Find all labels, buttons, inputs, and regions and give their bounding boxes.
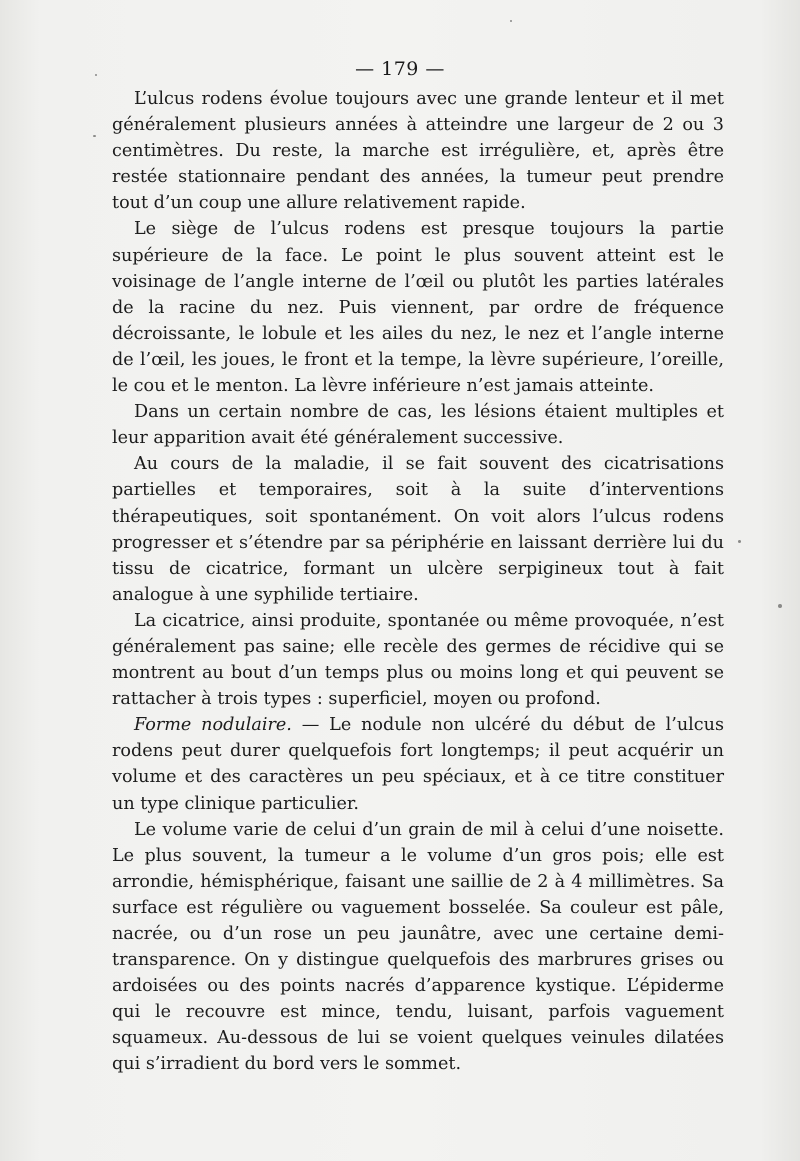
scan-speck [95, 74, 97, 76]
scan-speck [738, 540, 741, 543]
paragraph-text: La cicatrice, ainsi produite, spontanée ou même provoquée, n’est généralement pas saine; elle recèle des germes de récidive qui se montrent au bout d’un temps plus ou moins long et qui peuvent se rattacher à trois types : superficiel, moyen ou profond. [112, 610, 724, 710]
paragraph-text: Au cours de la maladie, il se fait souvent des cicatrisations partielles et temporaires, soit à la suite d’interventions thérapeutiques, soit spontanément. On voit alors l’ulcus rodens progresser et s’étendre par sa périphérie en laissant derrière lui du tissu de cicatrice, formant un ulcère serpigineux tout à fait analogue à une syphilide tertiaire. [112, 454, 724, 605]
paragraph-text: Le siège de l’ulcus rodens est presque toujours la partie supérieure de la face. Le point le plus souvent atteint est le voisinage de l’angle interne de l’œil ou plutôt les parties latérales de la racine du nez. Puis viennent, par ordre de fréquence décroissante, le lobule et les ailes du nez, le nez et l’angle interne de l’œil, les joues, le front et la tempe, la lèvre supérieure, l’oreille, le cou et le menton. La lèvre inférieure n’est jamais atteinte. [112, 219, 724, 397]
page-number: — 179 — [355, 58, 445, 80]
paragraph-7 [112, 817, 724, 1078]
scan-speck [510, 20, 512, 22]
paragraph-3 [112, 399, 724, 451]
scan-speck [778, 604, 782, 608]
paragraph-text: Le volume varie de celui d’un grain de mil à celui d’une noisette. Le plus souvent, la tumeur a le volume d’un gros pois; elle est arrondie, hémisphérique, faisant une saillie de 2 à 4 millimètres. Sa surface est régulière ou vaguement bosselée. Sa couleur est pâle, nacrée, ou d’un rose un peu jaunâtre, avec une certaine demi-transparence. On y distingue quelquefois des marbrures grises ou ardoisées ou des points nacrés d’apparence kystique. L’épiderme qui le recouvre est mince, tendu, luisant, parfois vaguement squameux. Au-dessous de lui se voient quelques veinules dilatées qui s’irradient du bord vers le sommet. [112, 819, 724, 1075]
scan-speck [93, 135, 96, 137]
body-text [112, 86, 724, 1078]
paragraph-4 [112, 451, 724, 608]
paragraph-5 [112, 608, 724, 712]
paragraph-lead-italic: Forme nodulaire. [134, 715, 292, 736]
paragraph-1 [112, 86, 724, 216]
paragraph-text: Dans un certain nombre de cas, les lésions étaient multiples et leur apparition avait été généralement successive. [112, 402, 724, 449]
paragraph-text: — Le nodule non ulcéré du début de l’ulcus rodens peut durer quelquefois fort longtemps; il peut acquérir un volume et des caractères un peu spéciaux, et à ce titre constituer un type clinique particulier. [112, 715, 724, 814]
paragraph-6 [112, 712, 724, 816]
paragraph-text: L’ulcus rodens évolue toujours avec une grande lenteur et il met généralement plusieurs années à atteindre une largeur de 2 ou 3 centimètres. Du reste, la marche est irrégulière, et, après être restée stationnaire pendant des années, la tumeur peut prendre tout d’un coup une allure relativement rapide. [112, 89, 724, 214]
paragraph-2 [112, 216, 724, 399]
